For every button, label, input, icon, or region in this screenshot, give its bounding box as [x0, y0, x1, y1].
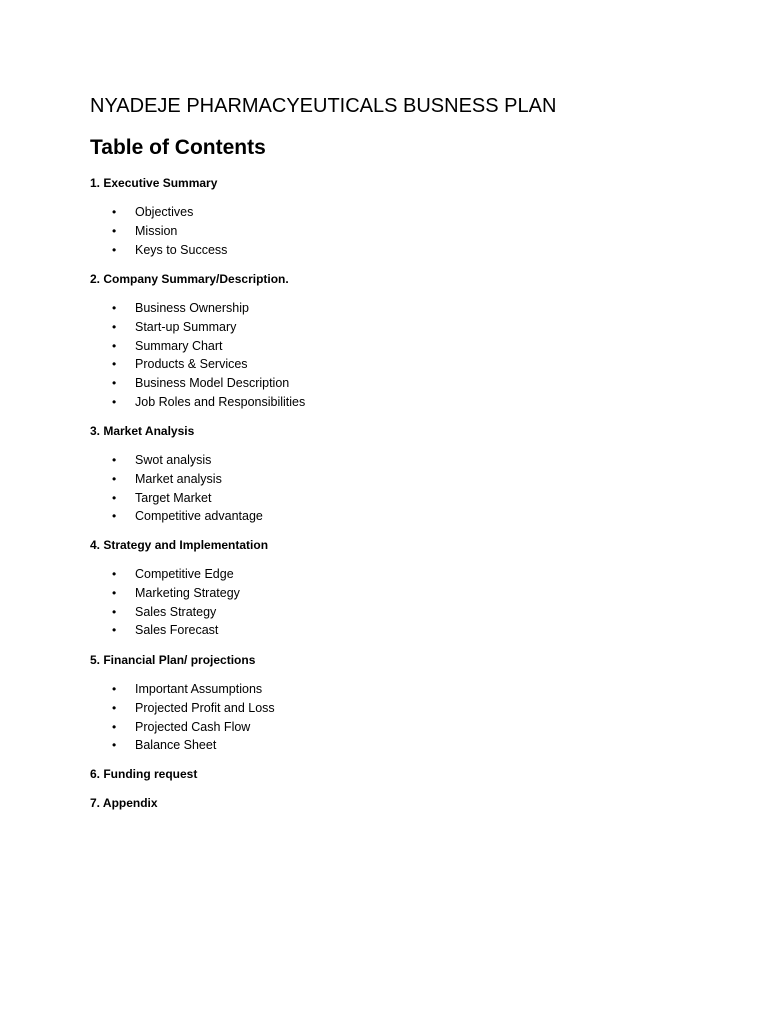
section-title-company-summary: 2. Company Summary/Description.	[90, 272, 289, 286]
bullet-icon: •	[112, 738, 117, 753]
toc-heading: Table of Contents	[90, 136, 266, 159]
list-item-label: Competitive advantage	[135, 509, 263, 524]
list-item-label: Summary Chart	[135, 338, 223, 353]
list-item-label: Keys to Success	[135, 242, 228, 257]
bullet-icon: •	[112, 223, 117, 238]
list-item-label: Competitive Edge	[135, 567, 234, 581]
list-item-label: Swot analysis	[135, 453, 212, 467]
section-title-financial-plan: 5. Financial Plan/ projections	[90, 653, 256, 667]
bullet-icon: •	[112, 567, 117, 581]
section-title-market-analysis: 3. Market Analysis	[90, 424, 195, 438]
bullet-icon: •	[112, 242, 117, 257]
list-item-label: Target Market	[135, 490, 212, 505]
list-item-label: Marketing Strategy	[135, 585, 240, 600]
list-item-label: Job Roles and Responsibilities	[135, 394, 306, 409]
document-title: NYADEJE PHARMACYEUTICALS BUSNESS PLAN	[90, 95, 557, 117]
list-item-label: Sales Strategy	[135, 604, 217, 619]
list-item-label: Projected Cash Flow	[135, 719, 251, 734]
section-title-strategy: 4. Strategy and Implementation	[90, 538, 269, 552]
bullet-icon: •	[112, 700, 117, 715]
list-item-label: Products & Services	[135, 357, 248, 372]
section-title-appendix: 7. Appendix	[90, 796, 158, 810]
list-item-label: Business Ownership	[135, 301, 249, 315]
bullet-icon: •	[112, 301, 117, 315]
list-item-label: Mission	[135, 223, 178, 238]
bullet-icon: •	[112, 205, 117, 219]
bullet-icon: •	[112, 682, 117, 696]
bullet-icon: •	[112, 719, 117, 734]
list-item-label: Important Assumptions	[135, 682, 263, 696]
list-item-label: Objectives	[135, 205, 194, 219]
bullet-icon: •	[112, 490, 117, 505]
bullet-icon: •	[112, 509, 117, 524]
list-item-label: Market analysis	[135, 471, 222, 486]
bullet-icon: •	[112, 394, 117, 409]
bullet-icon: •	[112, 585, 117, 600]
list-item-label: Start-up Summary	[135, 319, 237, 334]
list-item-label: Business Model Description	[135, 376, 290, 391]
bullet-icon: •	[112, 623, 117, 638]
bullet-icon: •	[112, 357, 117, 372]
list-item-label: Balance Sheet	[135, 738, 217, 753]
bullet-icon: •	[112, 376, 117, 391]
list-item-label: Sales Forecast	[135, 623, 219, 638]
list-item-label: Projected Profit and Loss	[135, 700, 275, 715]
bullet-icon: •	[112, 471, 117, 486]
bullet-icon: •	[112, 319, 117, 334]
section-title-funding-request: 6. Funding request	[90, 767, 198, 781]
bullet-icon: •	[112, 338, 117, 353]
bullet-icon: •	[112, 453, 117, 467]
section-title-executive-summary: 1. Executive Summary	[90, 176, 218, 190]
bullet-icon: •	[112, 604, 117, 619]
